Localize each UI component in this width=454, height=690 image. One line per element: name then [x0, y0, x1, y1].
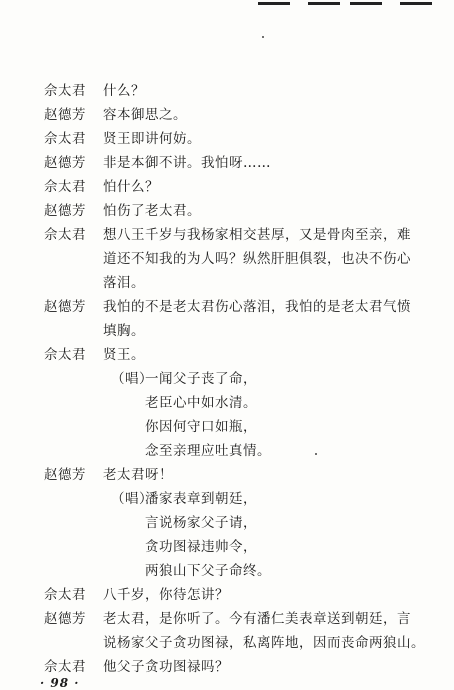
header-rule — [350, 2, 382, 5]
speaker-name: 佘太君 — [44, 587, 86, 603]
dialogue-text: 怕伤了老太君。 — [103, 203, 201, 219]
dialogue-text: 老太君，是你听了。今有潘仁美表章送到朝廷，言 — [103, 611, 411, 627]
dialogue-text: 贤王。 — [103, 347, 145, 363]
speck — [262, 36, 264, 38]
speaker-name: 赵德芳 — [44, 299, 86, 315]
dialogue-text: 道还不知我的为人吗？纵然肝胆俱裂，也决不伤心 — [103, 251, 411, 267]
dialogue-text: 他父子贪功图禄吗？ — [103, 659, 229, 675]
verse-line: 你因何守口如瓶， — [145, 419, 257, 435]
verse-line: 贪功图禄违帅令， — [145, 539, 257, 555]
verse-line: 潘家表章到朝廷， — [145, 491, 257, 507]
speaker-name: 佘太君 — [44, 659, 86, 675]
speaker-name: 赵德芳 — [44, 467, 86, 483]
dialogue-text: 容本御思之。 — [103, 107, 187, 123]
page-number: · 98 · — [40, 676, 80, 690]
speaker-name: 佘太君 — [44, 347, 86, 363]
speaker-name: 赵德芳 — [44, 611, 86, 627]
verse-line: 言说杨家父子请， — [145, 515, 257, 531]
speaker-name: 佘太君 — [44, 131, 86, 147]
sing-cue: （唱） — [111, 371, 153, 387]
speaker-name: 佘太君 — [44, 227, 86, 243]
dialogue-text: 落泪。 — [103, 275, 145, 291]
dialogue-text: 想八王千岁与我杨家相交甚厚，又是骨肉至亲，难 — [103, 227, 411, 243]
dialogue-text: 什么？ — [103, 83, 145, 99]
dialogue-text: 说杨家父子贪功图禄，私离阵地，因而丧命两狼山。 — [103, 635, 425, 651]
dialogue-text: 填胸。 — [103, 323, 145, 339]
sing-cue: （唱） — [111, 491, 153, 507]
speaker-name: 赵德芳 — [44, 203, 86, 219]
verse-line: 老臣心中如水清。 — [145, 395, 257, 411]
speck — [315, 453, 317, 455]
speaker-name: 赵德芳 — [44, 107, 86, 123]
verse-line: 两狼山下父子命终。 — [145, 563, 271, 579]
dialogue-text: 非是本御不讲。我怕呀…… — [103, 155, 271, 171]
dialogue-text: 贤王即讲何妨。 — [103, 131, 201, 147]
speaker-name: 赵德芳 — [44, 155, 86, 171]
dialogue-text: 八千岁，你待怎讲？ — [103, 587, 229, 603]
header-rule — [400, 2, 432, 5]
verse-line: 念至亲理应吐真情。 — [145, 443, 271, 459]
header-rule — [308, 2, 340, 5]
verse-line: 一闻父子丧了命， — [145, 371, 257, 387]
speaker-name: 佘太君 — [44, 179, 86, 195]
dialogue-text: 怕什么？ — [103, 179, 159, 195]
header-rule — [258, 2, 290, 5]
dialogue-text: 老太君呀！ — [103, 467, 173, 483]
dialogue-text: 我怕的不是老太君伤心落泪，我怕的是老太君气愤 — [103, 299, 411, 315]
speaker-name: 佘太君 — [44, 83, 86, 99]
